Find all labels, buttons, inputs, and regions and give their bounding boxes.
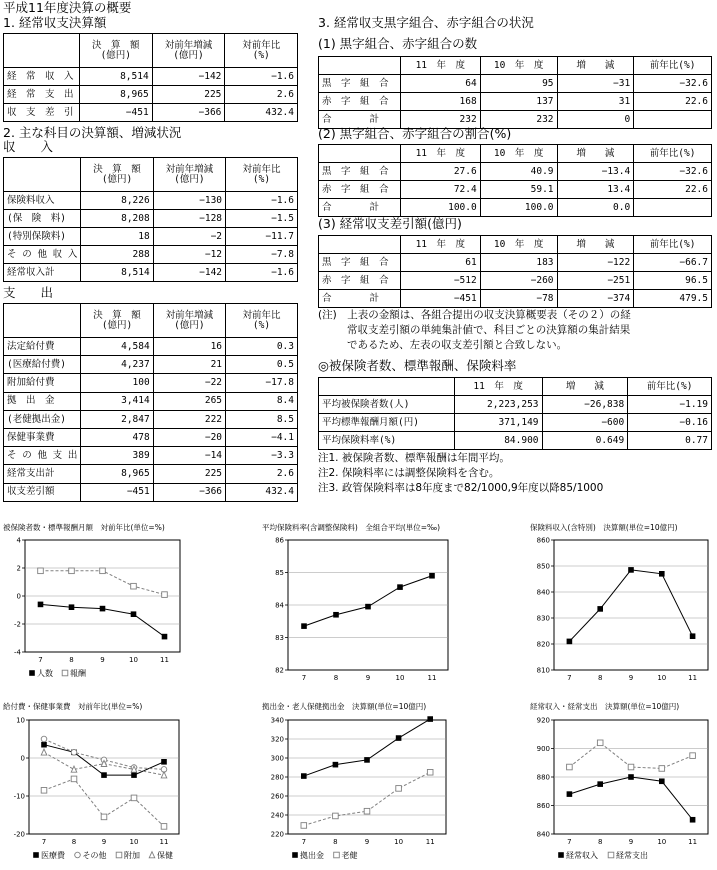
y-tick-label: 82 (275, 666, 284, 675)
x-tick-label: 10 (395, 674, 405, 682)
y-tick-label: 300 (270, 754, 284, 763)
legend-marker (608, 852, 614, 858)
y-tick-label: 880 (536, 773, 550, 782)
data-point (38, 602, 44, 608)
y-tick-label: 820 (536, 640, 550, 649)
col-header: 決 算 額 (億円) (79, 34, 152, 68)
chart-title: 平均保険料率(含調整保険料) 全組合平均(単位=‰) (262, 523, 441, 532)
x-tick-label: 11 (688, 674, 698, 682)
settlement-table (3, 33, 298, 122)
y-tick-label: -4 (14, 648, 21, 657)
y-tick-label: 10 (16, 716, 25, 725)
legend-label: 経常支出 (616, 851, 648, 860)
table-row: (老健拠出金) 2,847 222 8.5 (4, 410, 298, 428)
data-point (628, 567, 634, 573)
y-tick-label: 810 (536, 666, 550, 675)
data-point (71, 776, 77, 782)
data-point (161, 759, 167, 765)
section1-title: 1. 経常収支決算額 (3, 15, 107, 30)
col-header: 前年比(%) (628, 378, 712, 396)
data-point (567, 791, 573, 797)
x-tick-label: 7 (301, 674, 307, 682)
table-corner (4, 158, 81, 192)
data-point (41, 788, 47, 794)
col-header: 10 年 度 (480, 145, 557, 163)
legend-label: 拠出金 (300, 851, 324, 860)
section2-title: 2. 主な科目の決算額、増減状況 (3, 125, 182, 140)
x-tick-label: 11 (160, 656, 169, 664)
x-tick-label: 10 (129, 656, 138, 664)
data-point (41, 736, 47, 742)
y-tick-label: 920 (536, 716, 550, 725)
col-header: 増 減 (557, 57, 634, 75)
data-point (100, 606, 106, 612)
col-header: 前年比(%) (634, 145, 712, 163)
table-row: (保 険 料) 8,208 −128 −1.5 (4, 210, 298, 228)
data-point (567, 639, 573, 645)
surplus-count-table (318, 56, 712, 129)
table-row: 経 常 支 出 8,965 225 2.6 (4, 86, 298, 104)
legend-label: 附加 (124, 851, 140, 860)
table-corner (319, 145, 401, 163)
subsection-title: (2) 黒字組合、赤字組合の割合(%) (318, 126, 512, 141)
y-tick-label: -10 (13, 792, 25, 801)
data-point (333, 612, 339, 618)
x-tick-label: 8 (597, 838, 603, 846)
col-header: 対前年増減 (億円) (153, 304, 225, 338)
expense-title: 支 出 (3, 285, 54, 300)
table-row: 保険料収入 8,226 −130 −1.6 (4, 192, 298, 210)
data-point (365, 604, 371, 610)
y-tick-label: 85 (275, 569, 284, 577)
table-row: 拠 出 金 3,414 265 8.4 (4, 392, 298, 410)
table-corner (319, 378, 455, 396)
data-point (396, 735, 402, 741)
legend-label: その他 (82, 851, 107, 860)
y-tick-label: 850 (536, 562, 550, 571)
x-tick-label: 9 (101, 838, 107, 846)
x-tick-label: 11 (427, 674, 437, 682)
y-tick-label: 320 (270, 735, 284, 744)
data-point (690, 633, 696, 639)
data-point (161, 824, 167, 830)
chart-title: 拠出金・老人保健拠出金 決算額(単位=10億円) (262, 702, 427, 711)
legend-label: 医療費 (41, 851, 65, 860)
col-header: 対前年増減 (億円) (153, 158, 225, 192)
col-header: 決 算 額 (億円) (81, 158, 153, 192)
chart-benefit-growth (3, 716, 185, 868)
col-header: 増 減 (557, 145, 634, 163)
data-point (131, 611, 137, 617)
data-point (38, 568, 44, 574)
y-tick-label: -2 (14, 620, 21, 629)
data-point (131, 772, 137, 778)
x-tick-label: 11 (688, 838, 698, 846)
data-point (567, 764, 573, 770)
data-point (69, 568, 75, 574)
data-point (69, 604, 75, 610)
data-point (597, 606, 603, 612)
table-row: 平均被保険者数(人) 2,223,253 −26,838 −1.19 (319, 396, 712, 414)
chart-title: 経常収入・経常支出 決算額(単位=10億円) (530, 702, 680, 711)
section3-title: 3. 経常収支黒字組合、赤字組合の状況 (318, 15, 534, 30)
x-tick-label: 9 (365, 674, 371, 682)
chart-contribution (262, 716, 462, 868)
x-tick-label: 7 (567, 674, 572, 682)
table-row: 経常収入計 8,514 −142 −1.6 (4, 264, 298, 282)
table-row: 収支差引額 −451 −366 432.4 (4, 483, 298, 501)
y-tick-label: 0 (16, 592, 21, 601)
x-tick-label: 11 (159, 838, 169, 846)
legend-label: 保健 (157, 851, 173, 860)
col-header: 対前年増減 (億円) (152, 34, 225, 68)
y-tick-label: 280 (270, 773, 284, 782)
legend-marker (116, 852, 122, 858)
legend-label: 人数 (37, 669, 53, 678)
data-point (364, 757, 370, 763)
x-tick-label: 10 (657, 674, 667, 682)
data-point (301, 773, 307, 779)
income-title: 収 入 (3, 139, 54, 154)
y-tick-label: 840 (536, 588, 550, 597)
col-header: 10 年 度 (480, 57, 557, 75)
y-tick-label: 900 (536, 745, 550, 753)
chart-title: 給付費・保健事業費 対前年比(単位=%) (3, 702, 143, 711)
x-tick-label: 7 (567, 838, 572, 846)
chart-premium-rate (262, 536, 462, 698)
y-tick-label: -20 (13, 830, 25, 839)
data-point (659, 571, 665, 577)
legend-label: 報酬 (70, 669, 86, 678)
col-header: 11 年 度 (454, 378, 542, 396)
col-header: 10 年 度 (480, 236, 557, 254)
data-point (101, 814, 107, 820)
table-row: そ の 他 収 入 288 −12 −7.8 (4, 246, 298, 264)
legend-marker (149, 852, 155, 858)
insured-table (318, 377, 712, 450)
x-tick-label: 9 (100, 656, 105, 664)
data-point (427, 716, 433, 722)
x-tick-label: 8 (333, 674, 339, 682)
legend-label: 経常収入 (566, 851, 598, 860)
col-header: 決 算 額 (億円) (81, 304, 153, 338)
table-row: (特別保険料) 18 −2 −11.7 (4, 228, 298, 246)
x-tick-label: 7 (41, 838, 47, 846)
data-point (597, 740, 603, 746)
data-point (628, 764, 634, 770)
legend-marker (29, 670, 35, 676)
y-tick-label: 860 (536, 802, 550, 810)
chart-title: 保険料収入(含特別) 決算額(単位=10億円) (530, 523, 678, 532)
y-tick-label: 240 (270, 811, 284, 820)
data-point (628, 774, 634, 780)
col-header: 増 減 (557, 236, 634, 254)
table-corner (319, 57, 401, 75)
x-tick-label: 10 (657, 838, 667, 846)
table-row: 合 計 232 232 0 (319, 111, 712, 129)
col-header: 前年比(%) (634, 236, 712, 254)
table-row: 保健事業費 478 −20 −4.1 (4, 428, 298, 446)
y-tick-label: 860 (536, 536, 550, 545)
legend-label: 老健 (341, 851, 358, 860)
data-point (131, 795, 137, 801)
data-point (131, 583, 137, 589)
x-tick-label: 9 (364, 838, 370, 846)
data-point (162, 634, 168, 640)
chart-insured-growth (3, 536, 183, 698)
table-row: 法定給付費 4,584 16 0.3 (4, 338, 298, 356)
subsection-title: (3) 経常収支差引額(億円) (318, 216, 462, 231)
x-tick-label: 7 (301, 838, 307, 846)
table-note: (注) 上表の金額は、各組合提出の収支決算概要表（その２）の経 常収支差引額の単純集計値で、科目ごとの決算額の集計結果 であるため、左表の収支差引額と合致しない。 (318, 309, 631, 351)
y-tick-label: 830 (536, 614, 550, 623)
section4-title: ◎被保険者数、標準報酬、保険料率 (318, 358, 517, 373)
table-row: 経常支出計 8,965 225 2.6 (4, 465, 298, 483)
y-tick-label: 0 (20, 754, 25, 763)
table-corner (4, 304, 81, 338)
col-header: 11 年 度 (400, 57, 480, 75)
subsection-title: (1) 黒字組合、赤字組合の数 (318, 36, 478, 51)
insured-notes: 注1. 被保険者数、標準報酬は年間平均。 注2. 保険料率には調整保険料を含む。 注3. 政管保険料率は8年度まで82/1000,9年度以降85/1000 (318, 452, 604, 494)
data-point (100, 568, 106, 574)
data-point (429, 573, 435, 579)
chart-income-expense (530, 716, 714, 868)
x-tick-label: 10 (129, 838, 139, 846)
col-header: 11 年 度 (400, 145, 480, 163)
x-tick-label: 8 (71, 838, 77, 846)
x-tick-label: 8 (333, 838, 338, 846)
y-tick-label: 83 (275, 634, 284, 642)
col-header: 11 年 度 (400, 236, 480, 254)
legend-marker (33, 852, 39, 858)
table-row: 収 支 差 引 −451 −366 432.4 (4, 104, 298, 122)
data-point (301, 823, 307, 829)
y-tick-label: 4 (16, 536, 21, 545)
data-point (364, 808, 370, 814)
legend-marker (292, 852, 298, 858)
data-point (659, 778, 665, 784)
y-tick-label: 2 (16, 564, 21, 573)
x-tick-label: 9 (628, 838, 634, 846)
chart-title: 被保険者数・標準報酬月額 対前年比(単位=%) (3, 523, 165, 532)
income-table (3, 157, 298, 282)
chart-premium-income (530, 536, 714, 698)
y-tick-label: 220 (270, 830, 284, 839)
data-point (396, 786, 402, 792)
col-header: 増 減 (542, 378, 628, 396)
data-point (690, 753, 696, 759)
data-point (690, 817, 696, 823)
y-tick-label: 840 (536, 830, 550, 839)
table-corner (4, 34, 80, 68)
y-tick-label: 260 (270, 792, 284, 801)
y-tick-label: 340 (270, 716, 284, 725)
legend-marker (62, 670, 68, 676)
data-point (659, 766, 665, 772)
data-point (333, 813, 339, 819)
data-point (427, 769, 433, 775)
table-row: 黒 字 組 合 64 95 −31 −32.6 (319, 75, 712, 93)
x-tick-label: 11 (425, 838, 435, 846)
x-tick-label: 7 (38, 656, 43, 664)
x-tick-label: 10 (394, 838, 404, 846)
expense-table (3, 303, 298, 502)
col-header: 対前年比 (%) (226, 158, 298, 192)
legend-marker (75, 852, 81, 858)
data-point (397, 584, 403, 590)
legend-marker (558, 852, 564, 858)
table-row: 平均保険料率(%) 84.900 0.649 0.77 (319, 432, 712, 450)
table-row: 赤 字 組 合 72.4 59.1 13.4 22.6 (319, 181, 712, 199)
data-point (101, 772, 107, 778)
table-row: (医療給付費) 4,237 21 0.5 (4, 356, 298, 374)
page-title: 平成11年度決算の概要 (3, 0, 132, 15)
table-row: 経 常 収 入 8,514 −142 −1.6 (4, 68, 298, 86)
data-point (71, 750, 77, 756)
col-header: 対前年比 (%) (226, 304, 298, 338)
table-row: 合 計 −451 −78 −374 479.5 (319, 290, 712, 308)
table-row: 平均標準報酬月額(円) 371,149 −600 −0.16 (319, 414, 712, 432)
balance-table (318, 235, 712, 308)
table-row: 附加給付費 100 −22 −17.8 (4, 374, 298, 392)
y-tick-label: 84 (275, 601, 284, 610)
data-point (41, 742, 47, 748)
data-point (597, 781, 603, 787)
table-row: 赤 字 組 合 168 137 31 22.6 (319, 93, 712, 111)
x-tick-label: 8 (597, 674, 603, 682)
col-header: 前年比(%) (634, 57, 712, 75)
y-tick-label: 86 (275, 536, 284, 545)
data-point (162, 592, 168, 598)
table-row: 赤 字 組 合 −512 −260 −251 96.5 (319, 272, 712, 290)
x-tick-label: 8 (69, 656, 74, 664)
col-header: 対前年比 (%) (225, 34, 298, 68)
data-point (333, 762, 339, 768)
table-row: そ の 他 支 出 389 −14 −3.3 (4, 447, 298, 465)
plot-area (554, 540, 708, 670)
legend-marker (334, 852, 340, 858)
table-corner (319, 236, 401, 254)
data-point (301, 623, 307, 629)
table-row: 黒 字 組 合 27.6 40.9 −13.4 −32.6 (319, 163, 712, 181)
surplus-ratio-table (318, 144, 712, 217)
x-tick-label: 9 (628, 674, 634, 682)
table-row: 合 計 100.0 100.0 0.0 (319, 199, 712, 217)
table-row: 黒 字 組 合 61 183 −122 −66.7 (319, 254, 712, 272)
